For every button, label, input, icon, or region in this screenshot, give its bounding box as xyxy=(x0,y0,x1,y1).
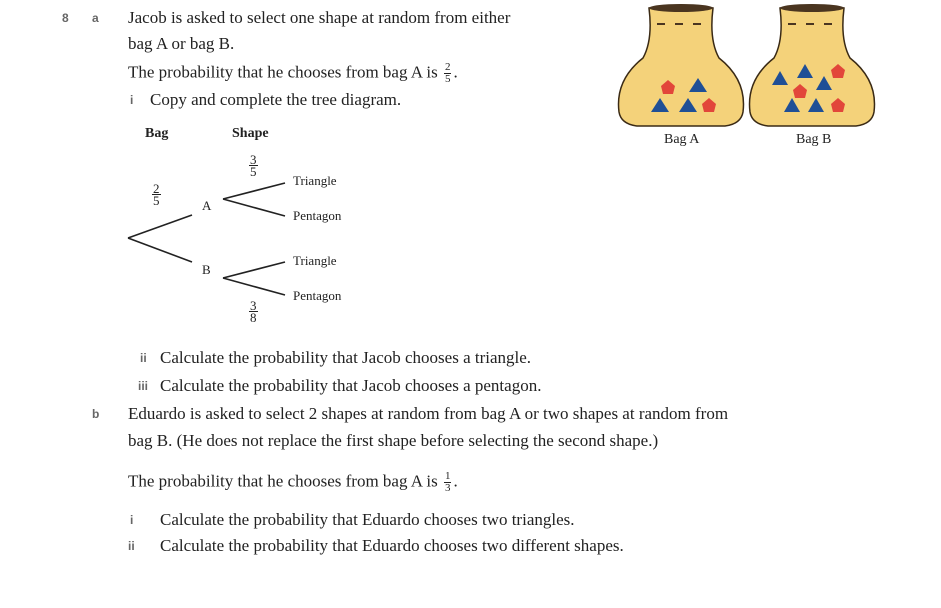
numerator: 3 xyxy=(250,152,257,167)
sub-i-label: i xyxy=(130,93,134,107)
part-b-probability: The probability that he chooses from bag A is $\frac{1}{3}$ . xyxy=(128,470,458,494)
branch-b-label: B xyxy=(202,262,211,277)
sub-iii-label: iii xyxy=(138,379,149,393)
b-outcome-triangle: Triangle xyxy=(293,253,337,268)
part-a-label: a xyxy=(92,11,99,25)
denominator: 3 xyxy=(444,482,451,494)
part-b-sub-ii-text: Calculate the probability that Eduardo chooses two different shapes. xyxy=(160,536,624,555)
denominator: 5 xyxy=(153,193,160,208)
sub-i-text: Copy and complete the tree diagram. xyxy=(150,90,402,109)
part-a-line1: Jacob is asked to select one shape at random from either xyxy=(128,8,511,27)
a-outcome-triangle: Triangle xyxy=(293,173,337,188)
numerator: 3 xyxy=(250,298,257,313)
bag-b-label: Bag B xyxy=(796,132,832,147)
denominator: 5 xyxy=(250,164,257,179)
bag-b xyxy=(750,4,875,126)
sub-ii-text: Calculate the probability that Jacob chooses a triangle. xyxy=(160,348,532,367)
denominator: 8 xyxy=(250,310,257,325)
part-b-line2: bag B. (He does not replace the first shape before selecting the second shape.) xyxy=(128,431,659,450)
part-a-probability: The probability that he chooses from bag A is $\frac{2}{5}$ . xyxy=(128,61,458,85)
numerator: 2 xyxy=(153,181,160,196)
a-outcome-pentagon: Pentagon xyxy=(293,208,342,223)
sub-ii-label: ii xyxy=(140,351,147,365)
part-b-sub-i-text: Calculate the probability that Eduardo chooses two triangles. xyxy=(160,510,575,529)
question-number: 8 xyxy=(62,11,69,25)
part-b-label: b xyxy=(92,407,100,421)
part-b-sub-ii-label: ii xyxy=(128,539,135,553)
tree-header-bag: Bag xyxy=(145,126,169,141)
bag-a xyxy=(619,4,744,126)
branch-a-label: A xyxy=(202,198,212,213)
tree-header-shape: Shape xyxy=(232,126,269,141)
part-b-line1: Eduardo is asked to select 2 shapes at random from bag A or two shapes at random from xyxy=(128,404,729,423)
part-a-line2: bag A or bag B. xyxy=(128,34,235,53)
prob-text: The probability that he chooses from bag A is xyxy=(128,62,438,82)
bag-a-label: Bag A xyxy=(664,132,700,147)
prob-text: The probability that he chooses from bag A is xyxy=(128,471,438,491)
b-outcome-pentagon: Pentagon xyxy=(293,288,342,303)
numerator: 1 xyxy=(444,470,451,482)
part-b-sub-i-label: i xyxy=(130,513,134,527)
sub-iii-text: Calculate the probability that Jacob chooses a pentagon. xyxy=(160,376,542,395)
denominator: 5 xyxy=(444,73,451,85)
fraction xyxy=(444,471,452,494)
numerator: 2 xyxy=(444,61,451,73)
